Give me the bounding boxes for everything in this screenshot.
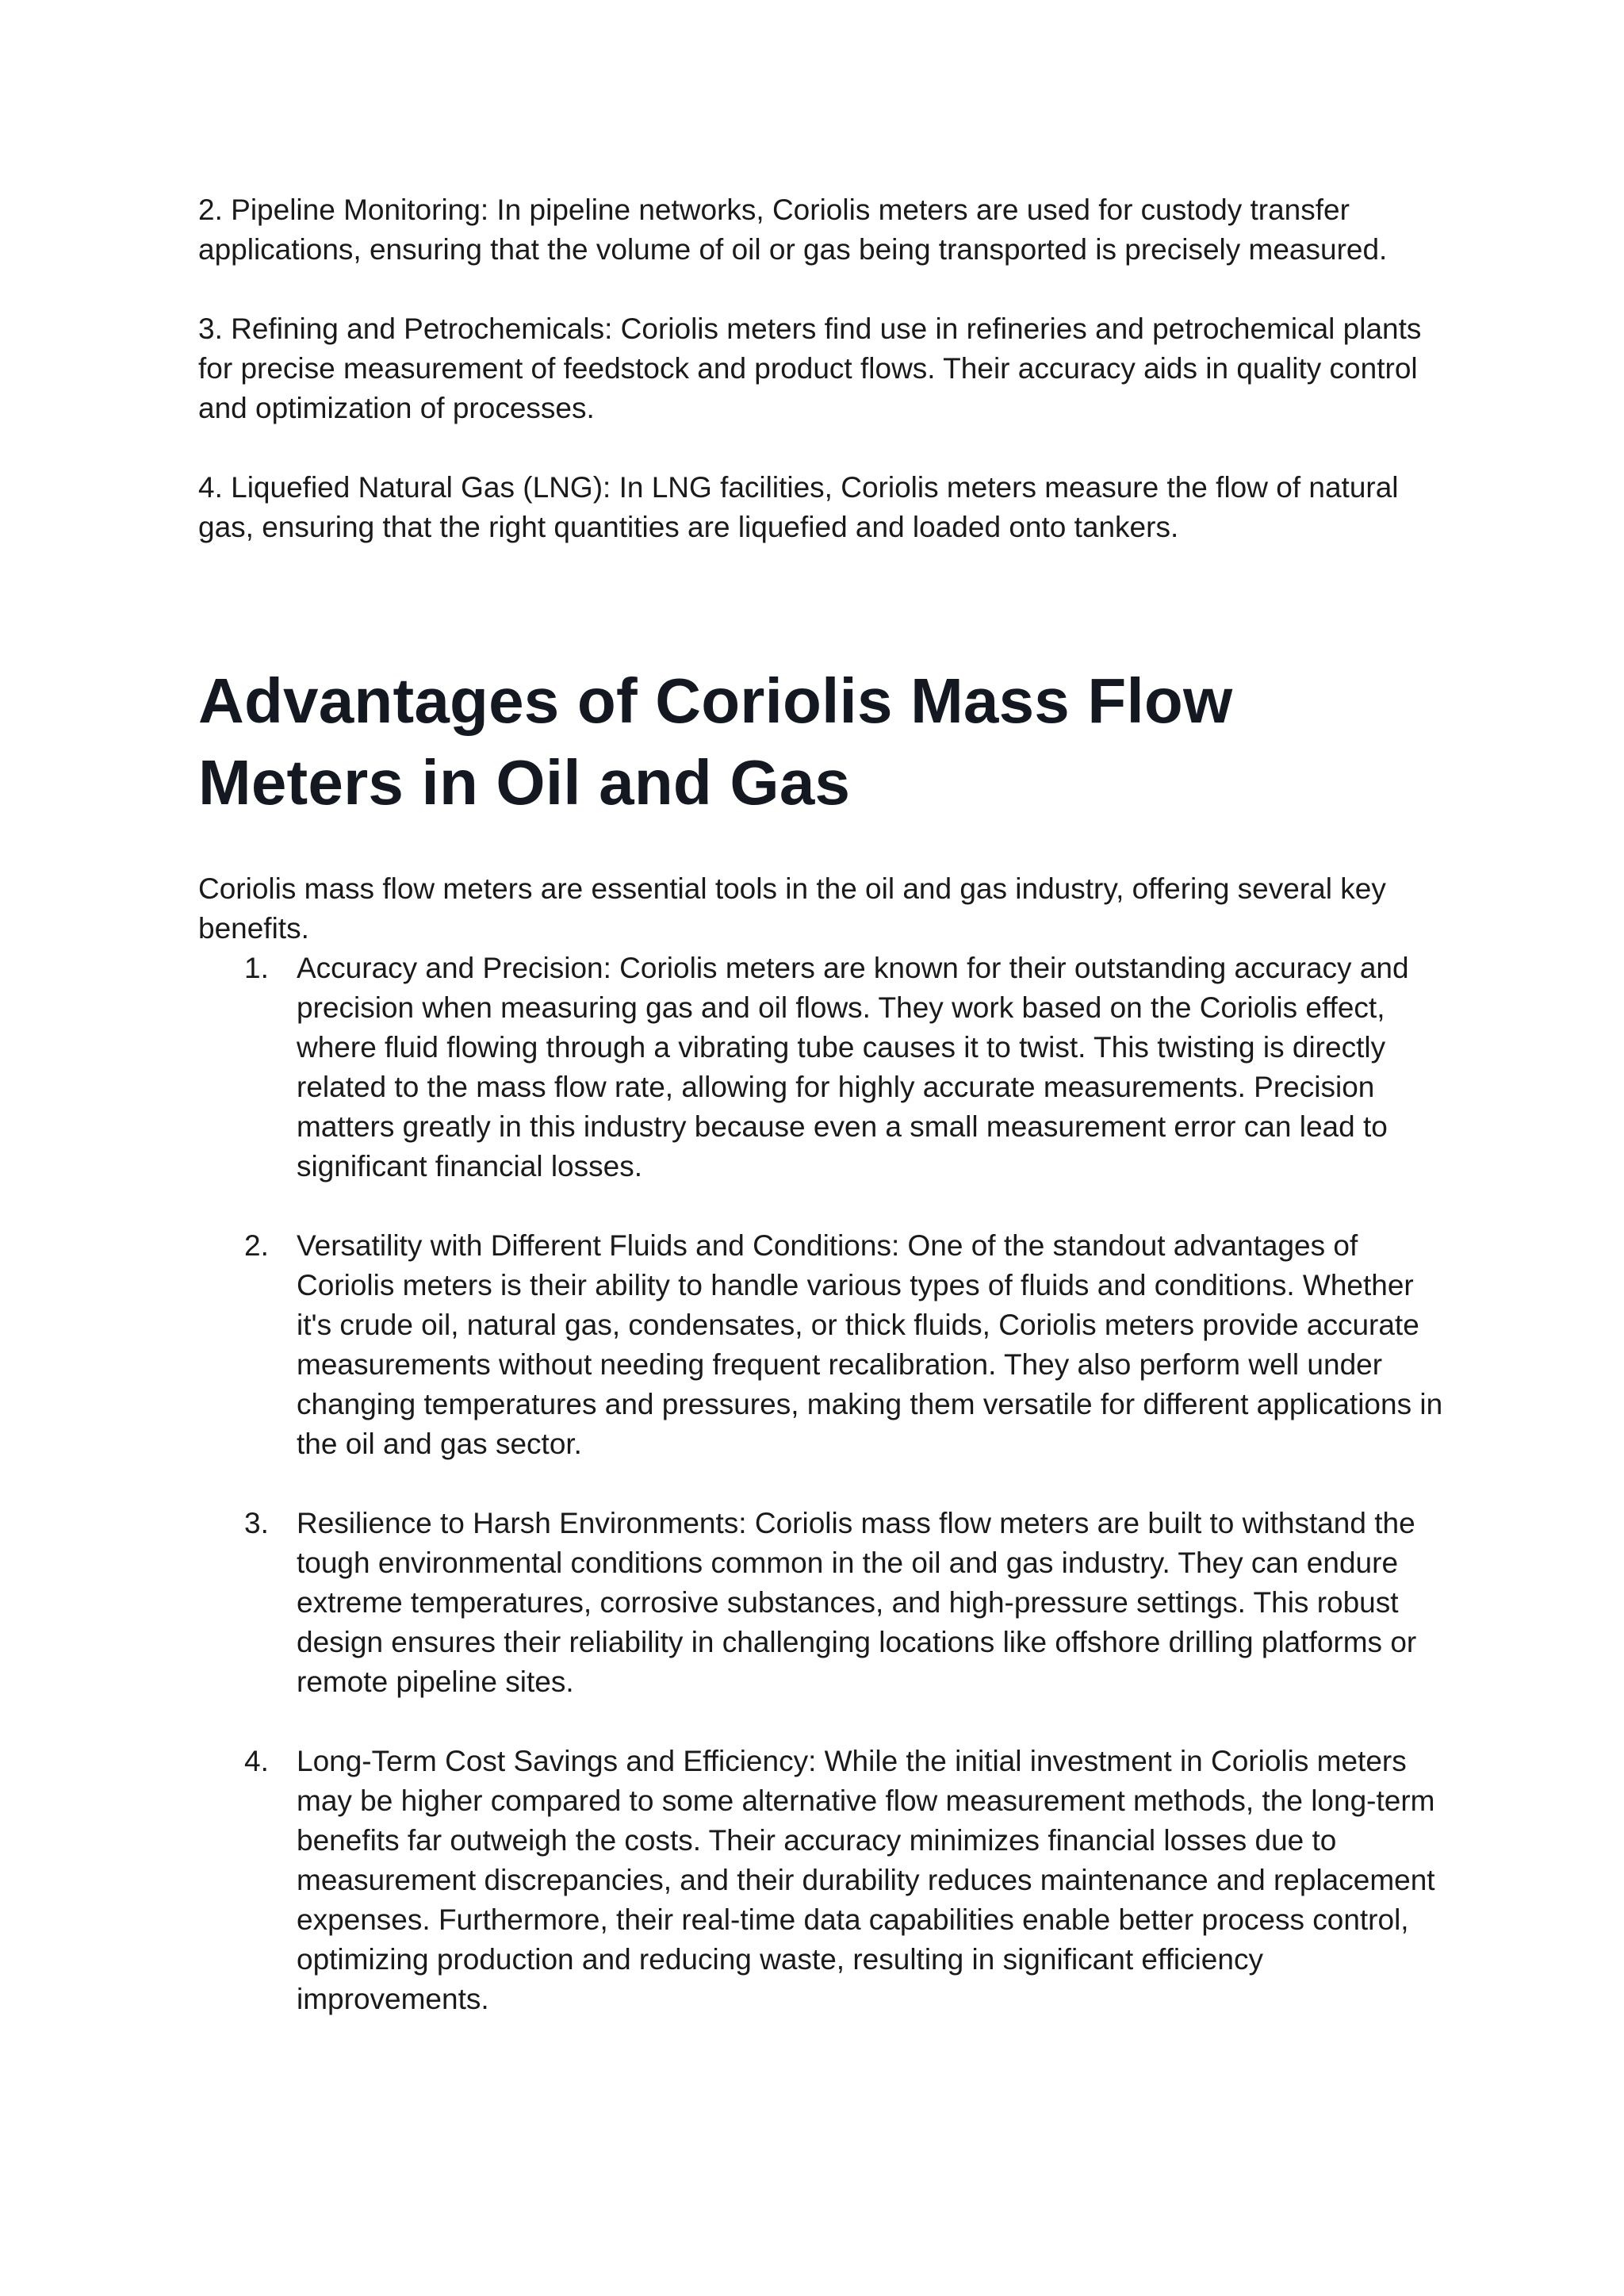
list-item-number: 4. — [244, 1745, 269, 1777]
paragraph-refining-petrochemicals: 3. Refining and Petrochemicals: Coriolis meters find use in refineries and petrochemical plants for precise measurement of feedstock and product flows. Their accuracy aids in quality control and optimization of processes. — [198, 312, 1422, 424]
section-heading — [198, 660, 1451, 823]
list-item-number: 2. — [244, 1229, 269, 1262]
section-heading-line-2: Meters in Oil and Gas — [198, 747, 851, 818]
benefits-list — [198, 949, 1451, 2019]
list-item — [198, 1742, 1451, 2019]
document-page — [198, 190, 1451, 2059]
list-item-text: Long-Term Cost Savings and Efficiency: While the initial investment in Coriolis meters may be higher compared to some alternative flow measurement methods, the long-term benefits far outweigh the costs. Their accuracy minimizes financial losses due to measurement discrepancies, and their durability reduces maintenance and replacement expenses. Furthermore, their real-time data capabilities enable better process control, optimizing production and reducing waste, resulting in significant efficiency improvements. — [297, 1745, 1435, 2015]
list-item-text: Accuracy and Precision: Coriolis meters are known for their outstanding accuracy and precision when measuring gas and oil flows. They work based on the Coriolis effect, where fluid flowing through a vibrating tube causes it to twist. This twisting is directly related to the mass flow rate, allowing for highly accurate measurements. Precision matters greatly in this industry because even a small measurement error can lead to significant financial losses. — [297, 952, 1409, 1182]
paragraph-lng: 4. Liquefied Natural Gas (LNG): In LNG facilities, Coriolis meters measure the flow of natural gas, ensuring that the right quantities are liquefied and loaded onto tankers. — [198, 471, 1399, 543]
section-intro: Coriolis mass flow meters are essential tools in the oil and gas industry, offering several key benefits. — [198, 872, 1386, 945]
section-heading-line-1: Advantages of Coriolis Mass Flow — [198, 665, 1233, 736]
list-item-number: 3. — [244, 1507, 269, 1539]
list-item — [198, 1226, 1451, 1464]
list-item-text: Resilience to Harsh Environments: Coriolis mass flow meters are built to withstand the tough environmental conditions common in the oil and gas industry. They can endure extreme temperatures, corrosive substances, and high-pressure settings. This robust design ensures their reliability in challenging locations like offshore drilling platforms or remote pipeline sites. — [297, 1507, 1417, 1698]
list-item — [198, 1504, 1451, 1702]
list-item — [198, 949, 1451, 1186]
list-item-number: 1. — [244, 952, 269, 984]
list-item-text: Versatility with Different Fluids and Conditions: One of the standout advantages of Coriolis meters is their ability to handle various types of fluids and conditions. Whether it's crude oil, natural gas, condensates, or thick fluids, Coriolis meters provide accurate measurements without needing frequent recalibration. They also perform well under changing temperatures and pressures, making them versatile for different applications in the oil and gas sector. — [297, 1229, 1443, 1460]
paragraph-pipeline-monitoring: 2. Pipeline Monitoring: In pipeline networks, Coriolis meters are used for custody transfer applications, ensuring that the volume of oil or gas being transported is precisely measured. — [198, 194, 1388, 266]
